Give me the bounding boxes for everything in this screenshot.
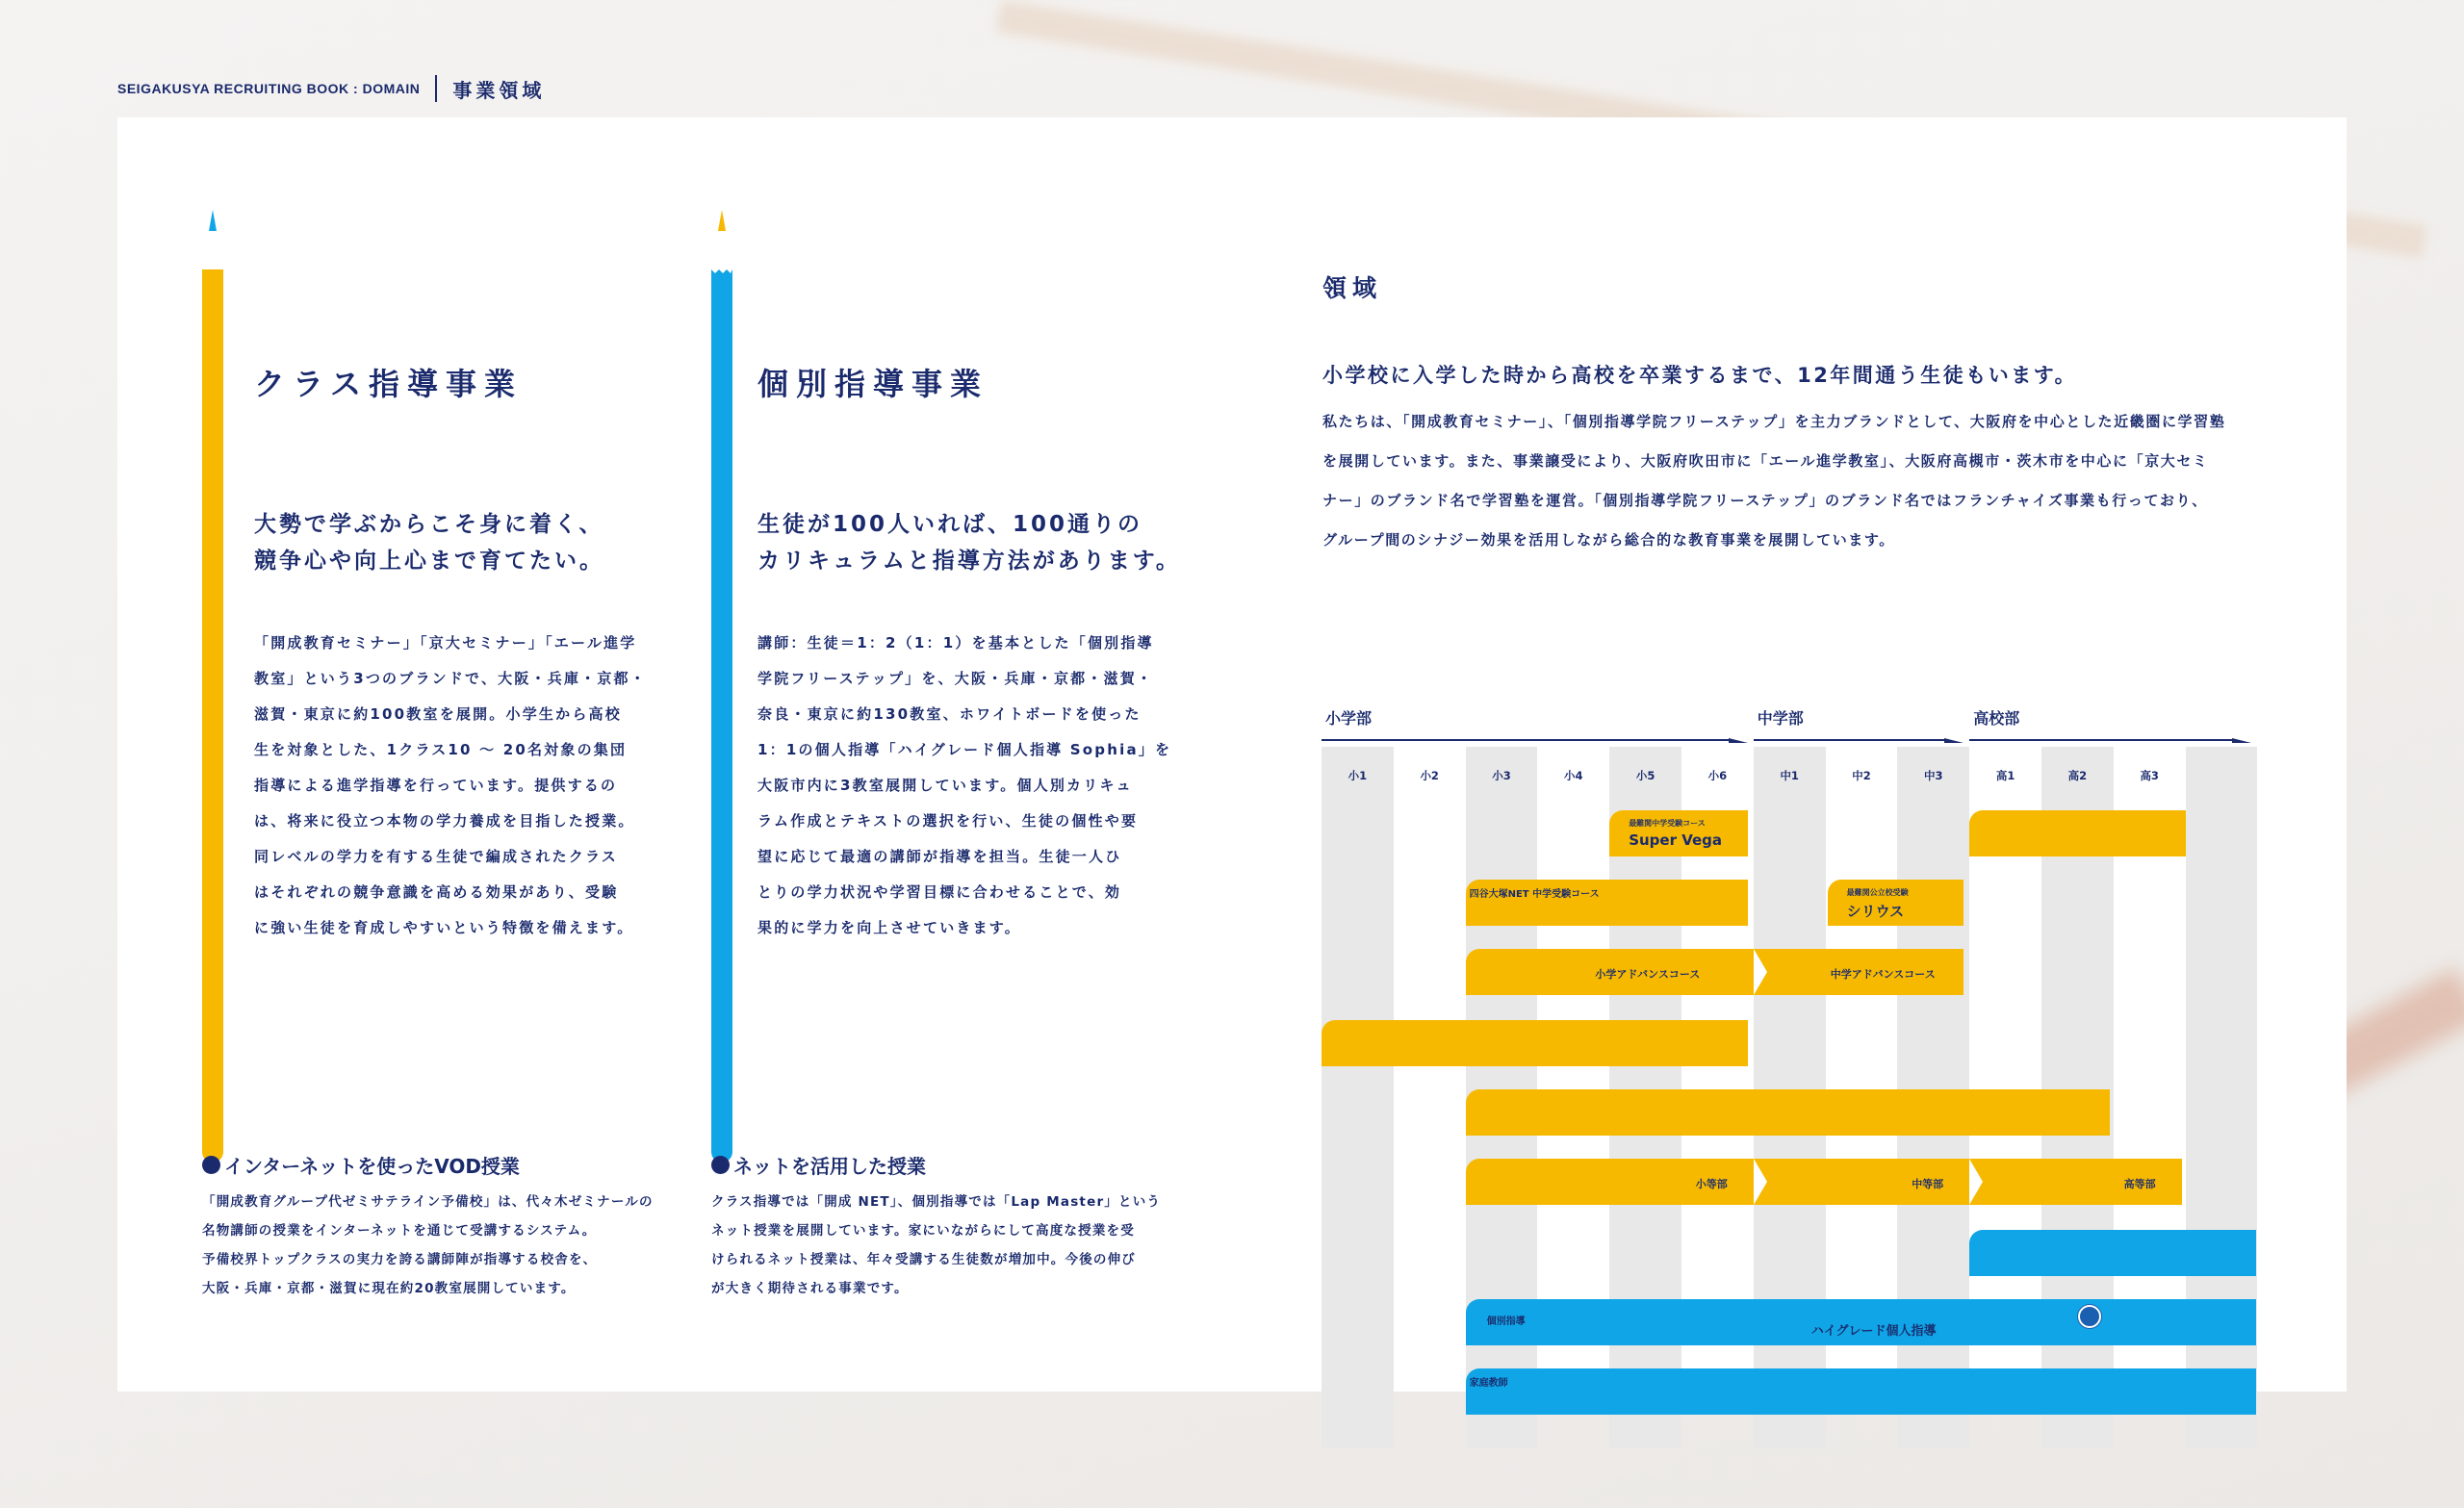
chevron-right-icon [1754, 1159, 1767, 1205]
chevron-right-icon [1754, 949, 1767, 995]
stage-header [1754, 706, 1965, 745]
grade-label: 小6 [1707, 769, 1728, 782]
vod-section-title-text: インターネットを使ったVOD授業 [224, 1155, 520, 1178]
vod-section-body: 「開成教育グループ代ゼミサテライン予備校」は、代々木ゼミナールの 名物講師の授業をインターネットを通じて受講するシステム。 予備校界トップクラスの実力を誇る講師陣が指導する校舎を、 大阪・兵庫・京都・滋賀に現在約20教室展開しています。 [202, 1194, 654, 1296]
header-divider [435, 75, 437, 102]
course-sublabel: 最難関公立校受験 [1846, 888, 1909, 897]
net-section-title-text: ネットを活用した授業 [733, 1155, 926, 1178]
course-bar [1466, 1089, 2110, 1136]
grade-label: 小3 [1492, 769, 1511, 782]
course-bar [1969, 810, 2185, 856]
grade-label: 高3 [2140, 769, 2159, 782]
grade-column [1322, 747, 1394, 1447]
class-guidance-title: クラス指導事業 [254, 366, 524, 402]
course-label: Super Vega [1629, 831, 1723, 849]
domain-heading: 領域 [1322, 274, 1383, 302]
stage-header [1969, 706, 2253, 745]
course-segment-label: 小等部 [1695, 1178, 1728, 1190]
stage-line [1969, 739, 2234, 741]
vod-section-title [202, 1151, 520, 1179]
course-bar [1466, 1368, 2256, 1415]
course-label: シリウス [1846, 903, 1905, 920]
domain-lead: 小学校に入学した時から高校を卒業するまで、12年間通う生徒もいます。 [1322, 364, 2078, 387]
individual-guidance-title: 個別指導事業 [757, 366, 989, 402]
course-label: 家庭教師 [1469, 1378, 1508, 1389]
course-sublabel: 最難関中学受験コース [1629, 819, 1706, 828]
stage-label: 中学部 [1757, 709, 1804, 728]
page-header [117, 71, 545, 106]
course-label: 個別指導 [1486, 1316, 1526, 1327]
course-bar [1466, 1159, 2182, 1205]
pencil-illustration-yellow [202, 210, 223, 1182]
course-center-label: ハイグレード個人指導 [1810, 1324, 1937, 1339]
chevron-right-icon [1969, 1159, 1983, 1205]
sophia-emblem-icon [2078, 1305, 2101, 1328]
grade-label: 高2 [2067, 769, 2088, 782]
domain-body: 私たちは、「開成教育セミナー」、「個別指導学院フリーステップ」を主力ブランドとして、大阪府を中心とした近畿圏に学習塾 を展開しています。また、事業譲受により、大阪府吹田市に「エール進学教室」、大阪府高槻市・茨木市を中心に「京大セミ ナー」のブランド名で学習塾を運営。「個別指導学院フリーステップ」のブランド名ではフランチャイズ事業も行っており、 グループ間のシナジー効果を活用しながら総合的な教育事業を展開しています。 [1322, 413, 2226, 549]
grade-label: 中3 [1924, 769, 1943, 782]
class-guidance-body: 「開成教育セミナー」「京大セミナー」「エール進学 教室」という3つのブランドで、大阪・兵庫・京都・ 滋賀・東京に約100教室を展開。小学生から高校 生を対象とした、1クラス10 ～ 20名対象の集団 指導による進学指導を行っています。提供するの は、将来に役立つ本物の学力養成を目指した授業。 同レベルの学力を有する生徒で編成されたクラス はそれぞれの競争意識を高める効果があり、受験 に強い生徒を育成しやすいという特徴を備えます。 [254, 634, 647, 936]
bullet-icon [202, 1156, 220, 1174]
stage-label: 小学部 [1325, 709, 1373, 728]
pencil-tip-icon [202, 210, 223, 279]
individual-guidance-body: 講師：生徒＝1：2（1：1）を基本とした「個別指導 学院フリーステップ」を、大阪・兵庫・京都・滋賀・ 奈良・東京に約130教室、ホワイトボードを使った 1：1の個人指導「ハイグレード個人指導 Sophia」を 大阪市内に3教室展開しています。個人別カリキュ ラム作成とテキストの選択を行い、生徒の個性や要 望に応じて最適の講師が指導を担当。生徒一人ひ とりの学力状況や学習目標に合わせることで、効 果的に学力を向上させていきます。 [757, 634, 1172, 936]
pencil-illustration-blue [711, 210, 732, 1182]
grade-label: 小1 [1348, 769, 1368, 782]
net-section-body: クラス指導では「開成 NET」、個別指導では「Lap Master」という ネット授業を展開しています。家にいながらにして高度な授業を受 けられるネット授業は、年々受講する生徒数が増加中。今後の伸び が大きく期待される事業です。 [711, 1194, 1162, 1296]
grade-label: 高1 [1995, 769, 2015, 782]
grade-label: 小2 [1420, 769, 1439, 782]
stage-line [1322, 739, 1731, 741]
course-segment-label: 高等部 [2123, 1178, 2156, 1190]
course-bar [1969, 1230, 2256, 1276]
individual-guidance-lead: 生徒が100人いれば、100通りの カリキュラムと指導方法があります。 [757, 512, 1181, 574]
stage-line [1754, 739, 1946, 741]
course-segment-label: 中学アドバンスコース [1830, 968, 1936, 981]
grade-label: 小5 [1635, 769, 1656, 782]
net-section-title [711, 1151, 926, 1179]
class-guidance-lead: 大勢で学ぶからこそ身に着く、 競争心や向上心まで育てたい。 [254, 512, 604, 574]
arrow-head-icon [2232, 738, 2251, 743]
grade-label: 中1 [1780, 769, 1799, 782]
section-title: 事業領域 [452, 78, 546, 102]
arrow-head-icon [1729, 738, 1748, 743]
grade-label: 中2 [1852, 769, 1871, 782]
grade-label: 小4 [1564, 769, 1583, 782]
arrow-head-icon [1944, 738, 1964, 743]
stage-label: 高校部 [1973, 709, 2020, 728]
course-label: 四谷大塚NET 中学受験コース [1469, 889, 1600, 900]
book-label: SEIGAKUSYA RECRUITING BOOK : DOMAIN [117, 81, 421, 96]
domain-chart [1322, 593, 2380, 1449]
course-segment-label: 小学アドバンスコース [1595, 968, 1701, 981]
course-bar [1322, 1020, 1748, 1066]
course-segment-label: 中等部 [1912, 1178, 1944, 1190]
bullet-icon [711, 1156, 730, 1174]
pencil-tip-icon [711, 210, 732, 279]
stage-header [1322, 706, 1750, 745]
content-panel [117, 117, 2347, 1392]
